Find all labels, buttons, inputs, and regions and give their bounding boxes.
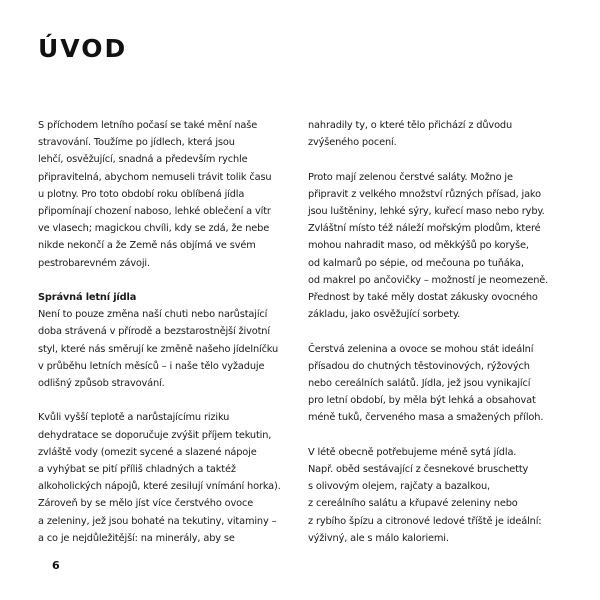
text-line: výživný, ale s málo kaloriemi. [308,532,449,544]
text-line: s olivovým olejem, rajčaty a bazalkou, [308,481,491,493]
text-line: mohou nahradit maso, od měkkýšů po koryše, [308,240,529,252]
text-line: přísadou do chutných těstovinových, rýžových [308,360,530,372]
text-line: Není to pouze změna naší chuti nebo narůstající [38,309,268,321]
text-line: Čerstvá zelenina a ovoce se mohou stát ideální [308,343,534,355]
text-line: Zvláštní místo též náleží mořským plodům, které [308,223,541,235]
text-line: a zeleniny, jež jsou bohaté na tekutiny, vitaminy – [38,515,277,527]
body-paragraph [308,341,570,427]
text-line: z cereálního salátu a křupavé zeleniny nebo [308,498,518,510]
text-line: nahradily ty, o které tělo přichází z důvodu [308,120,513,131]
body-paragraph [308,117,570,151]
text-line: doba strávená v přírodě a bezstarostnější životní [38,326,270,338]
text-line: u plotny. Pro toto období roku oblíbená jídla [38,188,245,200]
text-line: ve vlasech; magickou chvíli, kdy se zdá, že nebe [38,223,270,235]
text-line: S příchodem letního počasí se také mění naše [38,120,258,131]
text-line: Proto mají zelenou čerstvé saláty. Možno je [308,171,513,183]
body-paragraph [308,169,570,324]
text-line: alkoholických nápojů, které zesilují vnímání horka). [38,481,281,493]
text-line: pro letní období, by měla být lehká a obsahovat [308,395,536,407]
text-line: zvláště vody (omezit sycené a slazené nápoje [38,446,257,458]
text-line: základu, jako osvěžující sorbety. [308,309,461,321]
text-line: připravit z velkého množství různých přísad, jako [308,188,541,200]
text-line: styl, které nás směrují ke změně našeho jídelníčku [38,343,279,355]
text-line: pestrobarevném závoji. [38,257,150,269]
text-line: připomínají chození naboso, lehké oblečení a vítr [38,206,271,218]
text-line: od makrel po ančovičky – možností je neomezeně. [308,274,549,286]
text-line: V létě obecně potřebujeme méně sytá jídla. [308,446,517,458]
text-line: z rybího špízu a citronové ledové tříště je ideální: [308,515,542,527]
paragraph-gap [38,272,288,289]
intro-paragraph [38,117,288,272]
text-line: lehčí, osvěžující, snadná a především rychle [38,154,248,166]
text-line: Kvůli vyšší teplotě a narůstajícímu riziku [38,412,230,424]
body-paragraph [308,444,570,547]
page-number: 6 [52,559,60,572]
text-line: v průběhu letních měsíců – i naše tělo vyžaduje [38,360,265,372]
text-line: od kalmarů po sépie, od mečouna po tuňáka, [308,257,524,269]
text-line: a vyhýbat se pití příliš chladných a taktéž [38,464,236,476]
paragraph-gap [308,427,570,444]
text-line: a co je nejdůležitější: na minerály, aby se [38,532,235,544]
body-paragraph [38,409,288,547]
body-paragraph [38,306,288,392]
section-heading: Správná letní jídla [38,292,137,304]
text-line: připravitelná, abychom nemuseli trávit tolik času [38,171,272,183]
text-line: Zároveň by se mělo jíst více čerstvého ovoce [38,498,254,510]
text-line: jsou luštěniny, lehké sýry, kuřecí maso nebo ryby. [308,206,545,217]
text-line: nikde nekončí a že Země nás objímá ve svém [38,240,256,252]
paragraph-gap [308,323,570,340]
text-line: nebo cereálních salátů. Jídla, jež jsou vynikající [308,378,531,390]
text-line: Přednost by také měly dostat zákusky ovocného [308,292,538,304]
text-line: dehydratace se doporučuje zvýšit příjem tekutin, [38,429,272,441]
text-line: Např. oběd sestávající z česnekové bruschetty [308,464,529,476]
paragraph-gap [38,392,288,409]
left-column [38,117,288,547]
page-title: ÚVOD [38,34,128,63]
paragraph-gap [308,151,570,168]
text-line: odlišný způsob stravování. [38,378,165,390]
text-line: stravování. Toužíme po jídlech, která jsou [38,137,235,149]
text-line: zvýšeného pocení. [308,137,397,149]
right-column [308,117,570,547]
text-line: méně tuků, červeného masa a smažených příloh. [308,412,544,424]
